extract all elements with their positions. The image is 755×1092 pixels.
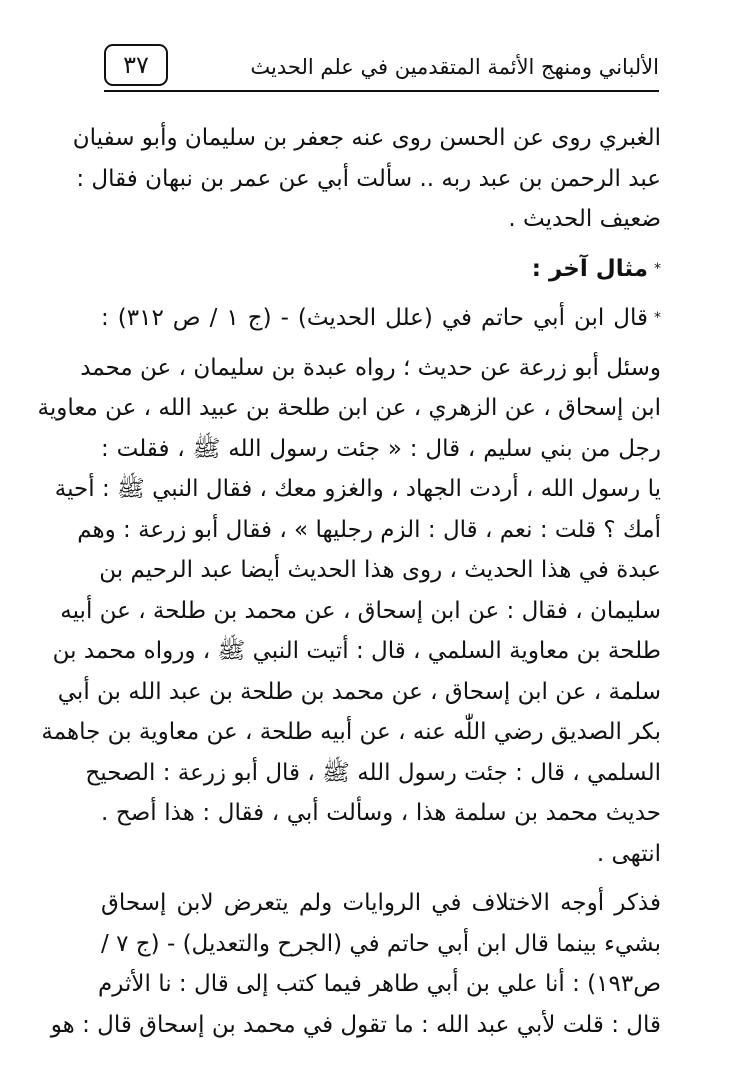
body-text — [37, 118, 661, 1045]
text-line: ضعيف الحديث . — [508, 206, 661, 232]
text-line: بكر الصديق رضي اللّٰه عنه ، عن أبيه طلحة ، عن معاوية بن جاهمة — [41, 719, 661, 745]
text-line: فذكر أوجه الاختلاف في الروايات ولم يتعرض لابن إسحاق — [101, 890, 661, 916]
text-line: سليمان ، فقال : عن ابن إسحاق ، عن محمد بن طلحة ، عن أبيه — [60, 597, 661, 624]
text-line: يا رسول الله ، أردت الجهاد ، والغزو معك ، فقال النبي ﷺ : أحية — [54, 476, 661, 502]
text-line: عبد الرحمن بن عبد ربه .. سألت أبي عن عمر بن نبهان فقال : — [76, 165, 661, 192]
text-line: رجل من بني سليم ، قال : « جئت رسول الله ﷺ ، فقلت : — [101, 435, 661, 462]
text-line: عبدة في هذا الحديث ، روى هذا الحديث أيضا عبد الرحيم بن — [99, 557, 661, 583]
star-marker: * — [654, 310, 661, 327]
text-line: أمك ؟ قلت : نعم ، قال : الزم رجليها » ، فقال أبو زرعة : وهم — [77, 516, 661, 543]
text-line: حديث محمد بن سلمة هذا ، وسألت أبي ، فقال : هذا أصح . — [101, 800, 661, 826]
text-line: السلمي ، قال : جئت رسول الله ﷺ ، قال أبو زرعة : الصحيح — [85, 759, 661, 786]
text-line: ابن إسحاق ، عن الزهري ، عن ابن طلحة بن عبيد الله ، عن معاوية — [37, 395, 661, 421]
text-line: سلمة ، عن ابن إسحاق ، عن محمد بن طلحة بن عبد الله بن أبي — [57, 678, 661, 705]
text-line: طلحة بن معاوية السلمي ، قال : أتيت النبي ﷺ ، ورواه محمد بن — [52, 638, 661, 664]
page-number: ٣٧ — [104, 44, 168, 86]
text-line: بشيء بينما قال ابن أبي حاتم في (الجرح والتعديل) - (ج ٧ / — [101, 930, 661, 957]
citation-text: قال ابن أبي حاتم في (علل الحديث) - (ج ١ / ص ٣١٢) : — [101, 305, 648, 331]
text-line: انتهى . — [596, 840, 661, 867]
example-heading — [101, 249, 661, 290]
star-marker: * — [654, 260, 661, 277]
header-rule — [104, 90, 659, 92]
running-title: الألباني ومنهج الأئمة المتقدمين في علم الحديث — [250, 55, 659, 79]
citation-line — [101, 298, 661, 339]
example-heading-text: مثال آخر : — [531, 255, 648, 282]
text-line: وسئل أبو زرعة عن حديث ؛ رواه عبدة بن سليمان ، عن محمد — [80, 354, 661, 381]
text-line: ص١٩٣) : أنا علي بن أبي طاهر فيما كتب إلى قال : نا الأثرم — [98, 971, 661, 997]
page-header — [104, 44, 659, 94]
text-line: الغبري روى عن الحسن روى عنه جعفر بن سليمان وأبو سفيان — [72, 125, 661, 151]
text-line: قال : قلت لأبي عبد الله : ما تقول في محمد بن إسحاق قال : هو — [50, 1011, 661, 1038]
